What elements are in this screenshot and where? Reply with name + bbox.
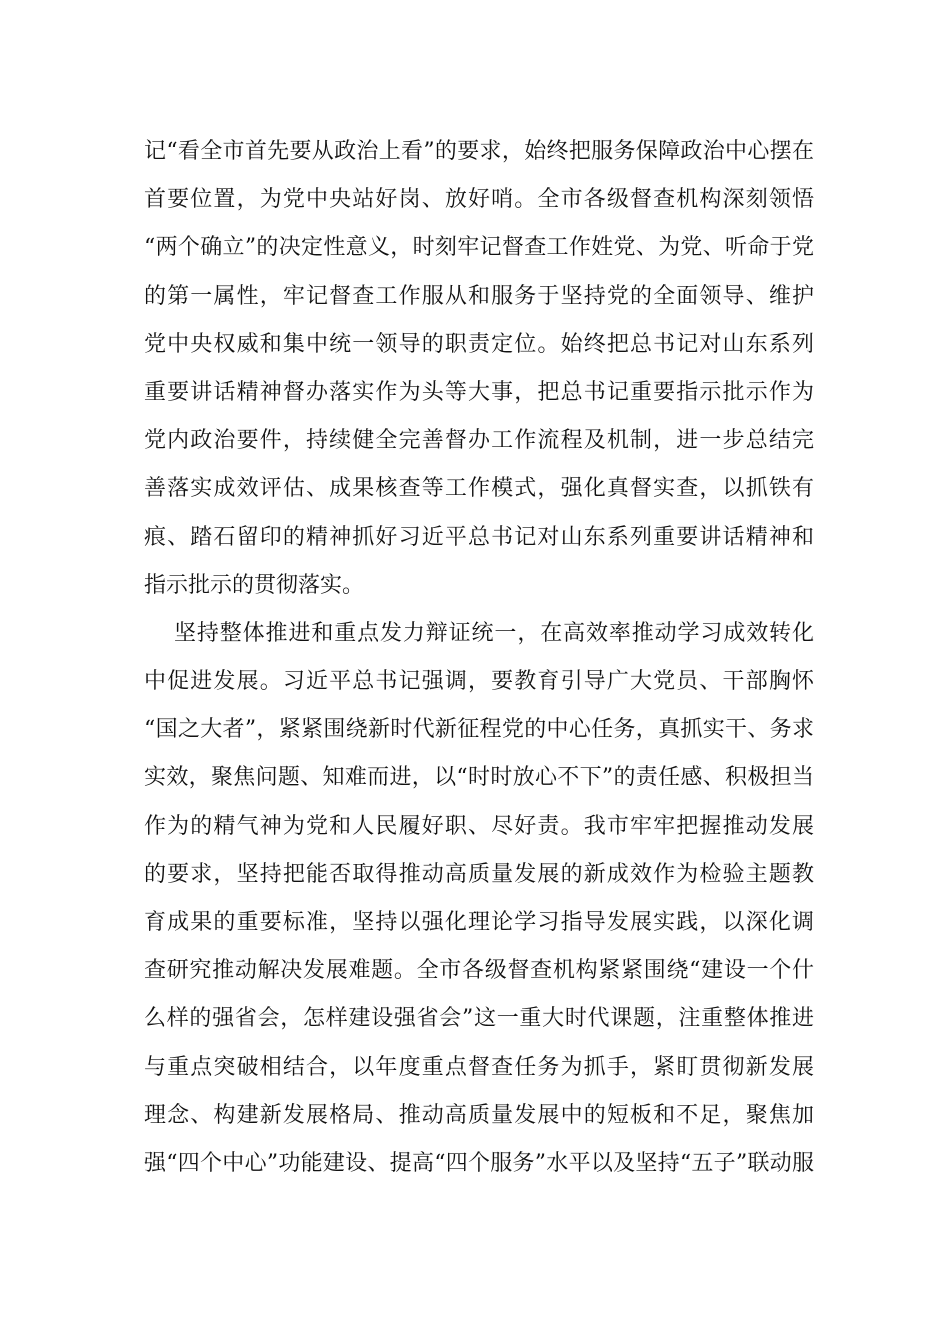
- text-line: 善落实成效评估、成果核查等工作模式，强化真督实查，以抓铁有: [144, 476, 814, 502]
- text-line: 理念、构建新发展格局、推动高质量发展中的短板和不足，聚焦加: [144, 1102, 814, 1128]
- text-line: “国之大者”，紧紧围绕新时代新征程党的中心任务，真抓实干、务求: [144, 717, 814, 743]
- paragraph-1: [144, 128, 814, 610]
- text-line: 作为的精气神为党和人民履好职、尽好责。我市牢牢把握推动发展: [144, 813, 814, 839]
- text-line: 重要讲话精神督办落实作为头等大事，把总书记重要指示批示作为: [144, 379, 814, 405]
- text-line: 首要位置，为党中央站好岗、放好哨。全市各级督查机构深刻领悟: [144, 187, 814, 213]
- text-line: 的第一属性，牢记督查工作服从和服务于坚持党的全面领导、维护: [144, 283, 814, 309]
- text-line: 实效，聚焦问题、知难而进，以“时时放心不下”的责任感、积极担当: [144, 765, 814, 791]
- paragraph-2: [144, 610, 814, 1188]
- text-line: “两个确立”的决定性意义，时刻牢记督查工作姓党、为党、听命于党: [144, 235, 814, 261]
- text-line: 记“看全市首先要从政治上看”的要求，始终把服务保障政治中心摆在: [144, 139, 814, 164]
- text-line: 育成果的重要标准，坚持以强化理论学习指导发展实践，以深化调: [144, 910, 814, 935]
- text-line: 党内政治要件，持续健全完善督办工作流程及机制，进一步总结完: [144, 428, 814, 454]
- text-line: 指示批示的贯彻落实。: [144, 572, 365, 598]
- text-line: 与重点突破相结合，以年度重点督查任务为抓手，紧盯贯彻新发展: [144, 1054, 814, 1080]
- text-line: 痕、踏石留印的精神抓好习近平总书记对山东系列重要讲话精神和: [144, 524, 814, 550]
- text-line: 么样的强省会，怎样建设强省会”这一重大时代课题，注重整体推进: [144, 1006, 814, 1032]
- text-line: 的要求，坚持把能否取得推动高质量发展的新成效作为检验主题教: [144, 861, 814, 887]
- body-text: [144, 128, 814, 1188]
- text-line: 中促进发展。习近平总书记强调，要教育引导广大党员、干部胸怀: [144, 669, 814, 695]
- text-line: 强“四个中心”功能建设、提高“四个服务”水平以及坚持“五子”联动服: [144, 1150, 814, 1176]
- text-line: 坚持整体推进和重点发力辩证统一，在高效率推动学习成效转化: [174, 620, 814, 646]
- text-line: 查研究推动解决发展难题。全市各级督查机构紧紧围绕“建设一个什: [144, 958, 814, 984]
- text-line: 党中央权威和集中统一领导的职责定位。始终把总书记对山东系列: [144, 331, 814, 357]
